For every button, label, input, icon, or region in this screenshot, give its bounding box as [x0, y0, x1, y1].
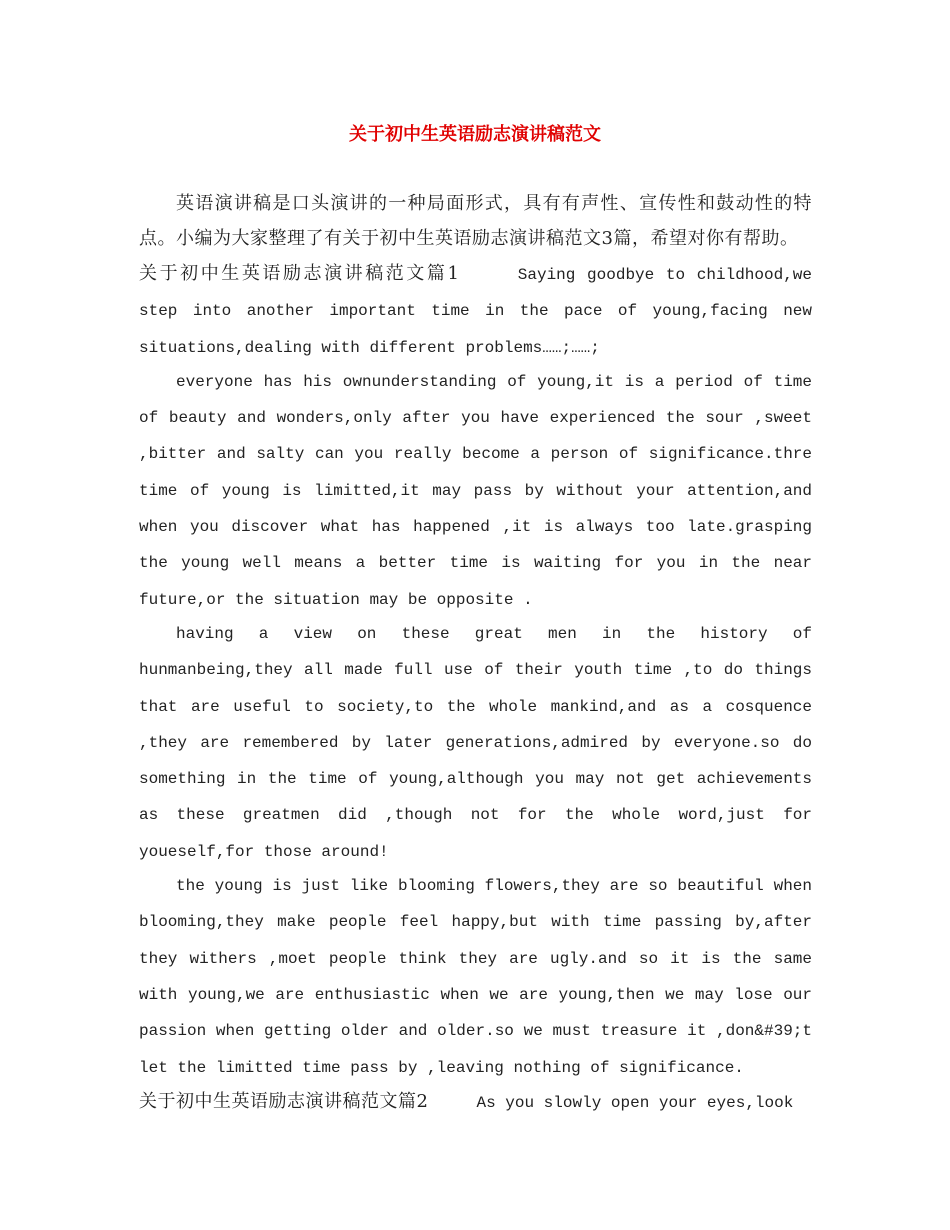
section-1-heading: 关于初中生英语励志演讲稿范文篇1 — [139, 263, 460, 284]
section-2-spacer — [428, 1094, 476, 1112]
intro-paragraph: 英语演讲稿是口头演讲的一种局面形式，具有有声性、宣传性和鼓动性的特点。小编为大家整理了有关于初中生英语励志演讲稿范文3篇，希望对你有帮助。 — [139, 193, 812, 249]
section-1-text: Saying goodbye to childhood,we step into another important time in the pace of young,facing new situations,dealing with different problems……;……; — [139, 266, 813, 357]
paragraph-young-period: everyone has his ownunderstanding of young,it is a period of time of beauty and wonders,only after you have experienced the sour ,sweet ,bitter and salty can you really become a person of significance.thre time of young is limitted,it may pass by without your attention,and when you discover what has happened ,it is always too late.grasping the young well means a better time is waiting for you in the near future,or the situation may be opposite . — [139, 372, 812, 609]
section-2-heading: 关于初中生英语励志演讲稿范文篇2 — [139, 1090, 429, 1112]
paragraph-great-men: having a view on these great men in the history of hunmanbeing,they all made full use of their youth time ,to do things that are useful to society,to the whole mankind,and as a cosquence ,they are remembered by later generations,admired by everyone.so do something in the time of young,although you may not get achievements as these greatmen did ,though not for the whole word,just for youeself,for those around! — [139, 624, 812, 861]
document-title: 关于初中生英语励志演讲稿范文 — [349, 124, 601, 145]
section-2-text: As you slowly open your eyes,look — [476, 1093, 794, 1112]
section-1-spacer — [459, 266, 517, 284]
section-2-paragraph — [139, 1084, 812, 1121]
section-1-paragraph — [139, 256, 812, 366]
document-body — [139, 186, 812, 1121]
paragraph-blooming-flowers: the young is just like blooming flowers,they are so beautiful when blooming,they make people feel happy,but with time passing by,after they withers ,moet people think they are ugly.and so it is the same with young,we are enthusiastic when we are young,then we may lose our passion when getting older and older.so we must treasure it ,don&#39;t let the limitted time pass by ,leaving nothing of significance. — [139, 877, 812, 1077]
